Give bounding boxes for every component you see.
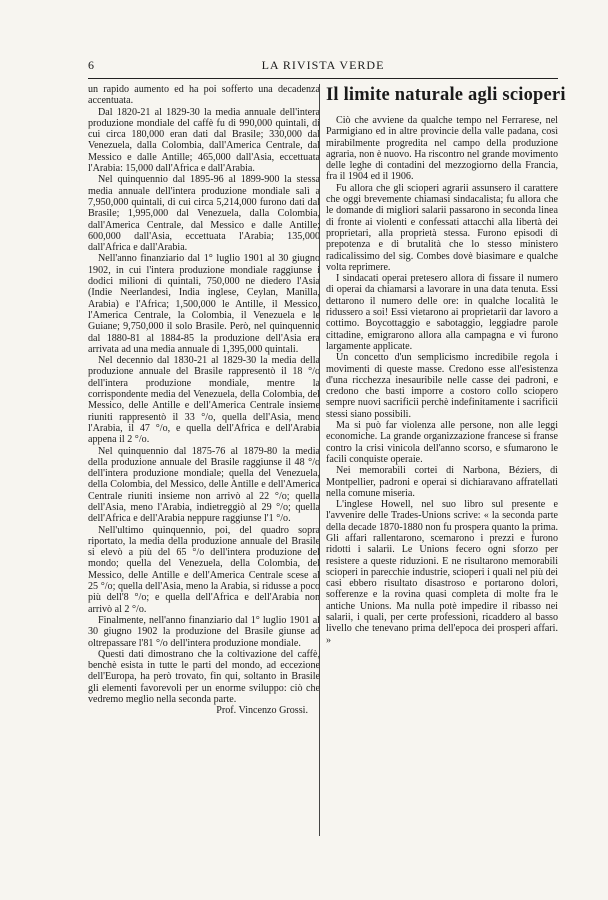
- strike-paragraph: Ciò che avviene da qualche tempo nel Ferrarese, nel Parmigiano ed in altre provincie della valle padana, così mirabilmente progredita nel campo della produzione agraria, non è nuovo. Ha riscontro nel grande movimento delle leghe di contadini del mezzogiorno della Francia, fra il 1904 ed il 1906.: [326, 115, 558, 183]
- strike-paragraph: Un concetto d'un semplicismo incredibile regola i movimenti di queste masse. Credono esse all'esistenza d'una ricchezza inesauribile nelle casse dei padroni, e credono che basti imporre a costoro collo sciopero sempre nuovi sacrificii perchè indefinitamente i sacrificii stessi siano possibili.: [326, 352, 558, 420]
- column-divider: [319, 84, 320, 836]
- strike-paragraph: L'inglese Howell, nel suo libro sul presente e l'avvenire delle Trades-Unions scrive: « la seconda parte della decade 1870-1880 non fu prospera quanto la prima. Gli affari rallentarono, scemarono i prezzi e furono ridotti i salarii. Le Unions fecero ogni sforzo per resistere a queste riduzioni. E ne risultarono memorabili scioperi in parecchie industrie, scioperi i quali nel più dei casi ebbero risultato disastroso e portarono dolori, sofferenze e la rovina quasi completa di molte fra le antiche Unions. Ma nulla potè impedire il ribasso nei salarii, i quali, per certe professioni, ricaddero al basso livello che tenevano prima dell'epoca dei prosperi affari. »: [326, 499, 558, 646]
- signature-text: Prof. Vincenzo Grossi.: [216, 705, 308, 717]
- journal-title: LA RIVISTA VERDE: [261, 58, 385, 72]
- left-column: [88, 84, 320, 717]
- coffee-paragraph: Dal 1820-21 al 1829-30 la media annuale dell'intera produzione mondiale del caffè fu di 990,000 quintali, di cui circa 180,000 eran dati dal Brasile; 330,000 dal Venezuela, dalla Colombia, dall'America Centrale, dal Messico e dalle Antille; 465,000 dall'Asia, eccettuata l'Arabia: 15,000 dall'Africa e dall'Arabia.: [88, 106, 320, 175]
- coffee-paragraph: Nel decennio dal 1830-21 al 1829-30 la media della produzione annuale del Brasile rappresentò il 18 °/o dell'intera produzione mondiale, mentre la corrispondente media del Venezuela, della Colombia, del Messico, delle Antille e dell'America Centrale insieme riuniti rappresentò il 33 °/o, quella dell'Asia, meno l'Arabia, il 47 °/o, e quella dell'Africa e dell'Arabia appena il 2 °/o.: [88, 355, 320, 446]
- running-header: [88, 58, 558, 76]
- coffee-paragraph: Finalmente, nell'anno finanziario dal 1° luglio 1901 al 30 giugno 1902 la produzione del Brasile giunse ad oltrepassare l'81 °/o dell'intera produzione mondiale.: [88, 614, 320, 649]
- strike-paragraph: Ma si può far violenza alle persone, non alle leggi economiche. La grande organizzazione francese si franse contro la crisi vinicola dell'anno scorso, e sfumarono le facili conquiste operaie.: [326, 420, 558, 465]
- article-title: Il limite naturale agli scioperi: [326, 85, 566, 105]
- coffee-paragraph: Nell'ultimo quinquennio, poi, del quadro sopra riportato, la media della produzione annuale del Brasile si elevò a più del 65 °/o dell'intera produzione del mondo; quella del Venezuela, della Colombia, del Messico, delle Antille e dell'America Centrale scese al 25 °/o; quella dell'Asia, meno la Arabia, si ridusse a poco più dell'8 °/o; e quella dell'Africa e dell'Arabia non arrivò al 2 °/o.: [88, 524, 320, 615]
- strike-paragraph: Fu allora che gli scioperi agrarii assunsero il carattere che oggi brevemente chiamasi sindacalista; fu allora che le domande di migliori salarii passarono in seconda linea di fronte ai violenti e confessati attacchi alla libertà dei proprietari, alla proprietà stessa. Furono episodi di prepotenza e di brutalità che lo stesso ministero radicalissimo del sig. Combes dovè biasimare e qualche volta reprimere.: [326, 182, 558, 273]
- coffee-paragraph: Nel quinquennio dal 1875-76 al 1879-80 la media della produzione annuale del Brasile raggiunse il 48 °/o dell'intera produzione mondiale; quella del Venezuela, della Colombia, del Messico, delle Antille e dell'America Centrale riuniti insieme non arrivò al 22 °/o; quella dell'Asia, meno l'Arabia, indietreggiò al 29 °/o; quella dell'Africa e dell'Arabia neppure raggiunse l'1 °/o.: [88, 445, 320, 525]
- strike-paragraph: Nei memorabili cortei di Narbona, Béziers, di Montpellier, padroni e operai si dichiaravano affratellati nella comune miseria.: [326, 465, 558, 499]
- coffee-paragraph: Nel quinquennio dal 1895-96 al 1899-900 la stessa media annuale dell'intera produzione mondiale salì a 7,950,000 quintali, di cui circa 5,214,000 furono dati dal Brasile; 1,995,000 dal Venezuela, dalla Colombia, dall'America Centrale, dal Messico e dalle Antille; 600,000 dall'Asia, eccettuata l'Arabia; 135,000 dall'Africa e dall'Arabia.: [88, 174, 320, 254]
- right-column: [326, 84, 566, 646]
- author-signature: [88, 705, 320, 716]
- header-rule: [88, 78, 558, 79]
- coffee-paragraph: Questi dati dimostrano che la coltivazione del caffè, benchè esista in tutte le parti del mondo, ad eccezione dell'Europa, ha però trovato, fin qui, soltanto in Brasile gli elementi favorevoli per un enorme sviluppo: ciò che vedremo meglio nella seconda parte.: [88, 648, 320, 706]
- strike-paragraph: I sindacati operai pretesero allora di fissare il numero di operai da chiamarsi a lavorare in una data tenuta. Essi dettarono il numero delle ore: in qualche località le ridussero a soi! Essi vietarono ai proprietarii dar lavoro a cottimo. Boycottaggio e sabotaggio, leggiadre parole cittadine, emigrarono allora alla campagna e vi furono largamente applicate.: [326, 273, 558, 352]
- page-number: 6: [88, 58, 95, 72]
- coffee-paragraph: Nell'anno finanziario dal 1° luglio 1901 al 30 giugno 1902, in cui l'intera produzione mondiale raggiunse i dodici milioni di quintali, 750,000 ne diedero l'Asia (Indie Neerlandesi, India inglese, Ceylan, Manilla, Arabia) e l'Africa; 1,500,000 le Antille, il Messico, l'America Centrale, la Colombia, il Venezuela e le Guiane; 9,750,000 il solo Brasile. Però, nel quinquennio dal 1880-81 al 1884-85 la produzione dell'Asia era arrivata ad una media annuale di 1,395,000 quintali.: [88, 253, 320, 355]
- coffee-paragraph: un rapido aumento ed ha poi sofferto una decadenza accentuata.: [88, 84, 320, 107]
